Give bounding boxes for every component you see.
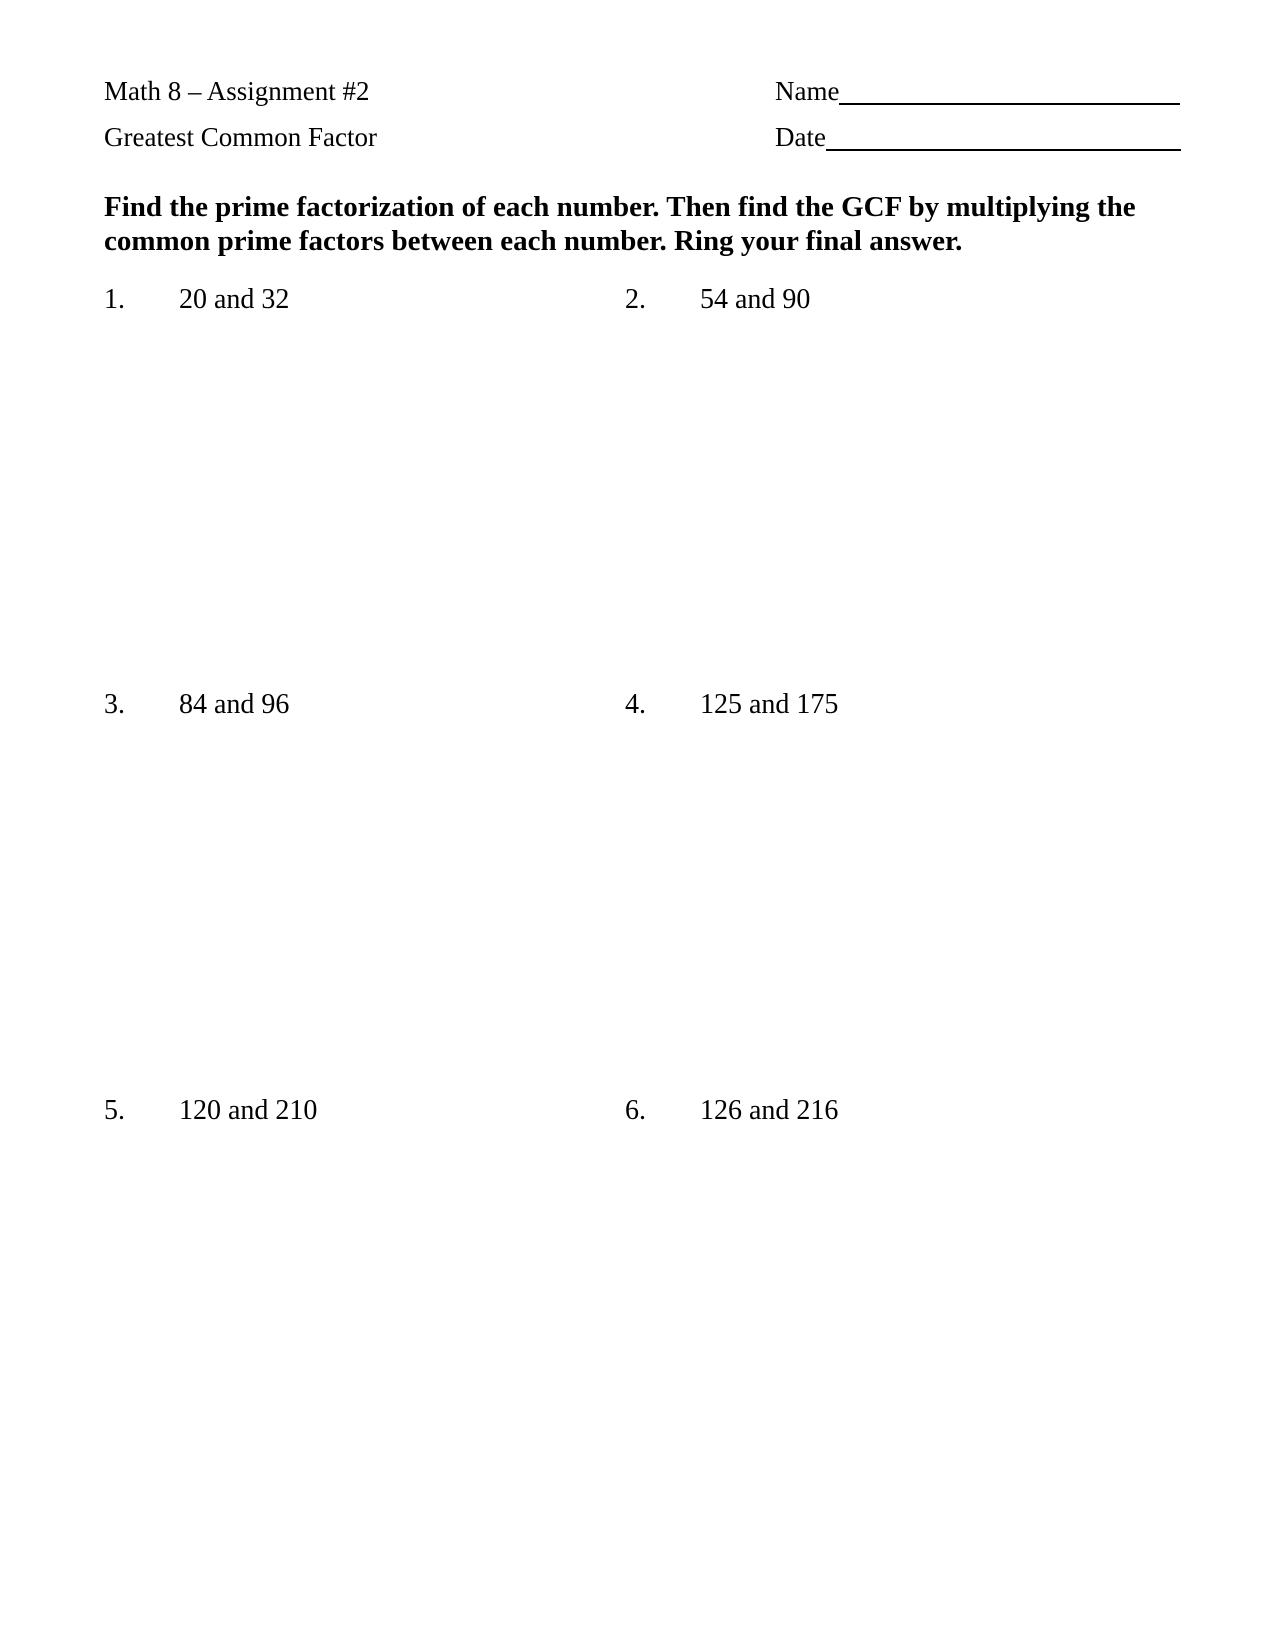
- problem-number: 4.: [625, 689, 646, 720]
- problem-text: 120 and 210: [179, 1095, 318, 1126]
- date-field[interactable]: [775, 124, 1181, 151]
- name-label: Name: [775, 76, 840, 106]
- problem-number: 2.: [625, 284, 646, 315]
- date-label: Date: [775, 122, 826, 152]
- assignment-topic: Greatest Common Factor: [104, 122, 377, 152]
- problem-number: 6.: [625, 1095, 646, 1126]
- name-field[interactable]: [775, 78, 1180, 105]
- name-blank-line[interactable]: [839, 79, 1180, 105]
- problem-number: 1.: [104, 284, 125, 315]
- date-blank-line[interactable]: [826, 125, 1181, 151]
- problem-number: 5.: [104, 1095, 125, 1126]
- problem-text: 125 and 175: [700, 689, 839, 720]
- problem-text: 126 and 216: [700, 1095, 839, 1126]
- problem-number: 3.: [104, 689, 125, 720]
- problem-text: 84 and 96: [179, 689, 290, 720]
- instructions: Find the prime factorization of each number. Then find the GCF by multiplying the common prime factors between each number. Ring your final answer.: [104, 191, 1136, 257]
- problem-text: 54 and 90: [700, 284, 811, 315]
- problem-text: 20 and 32: [179, 284, 290, 315]
- assignment-title: Math 8 – Assignment #2: [104, 76, 370, 106]
